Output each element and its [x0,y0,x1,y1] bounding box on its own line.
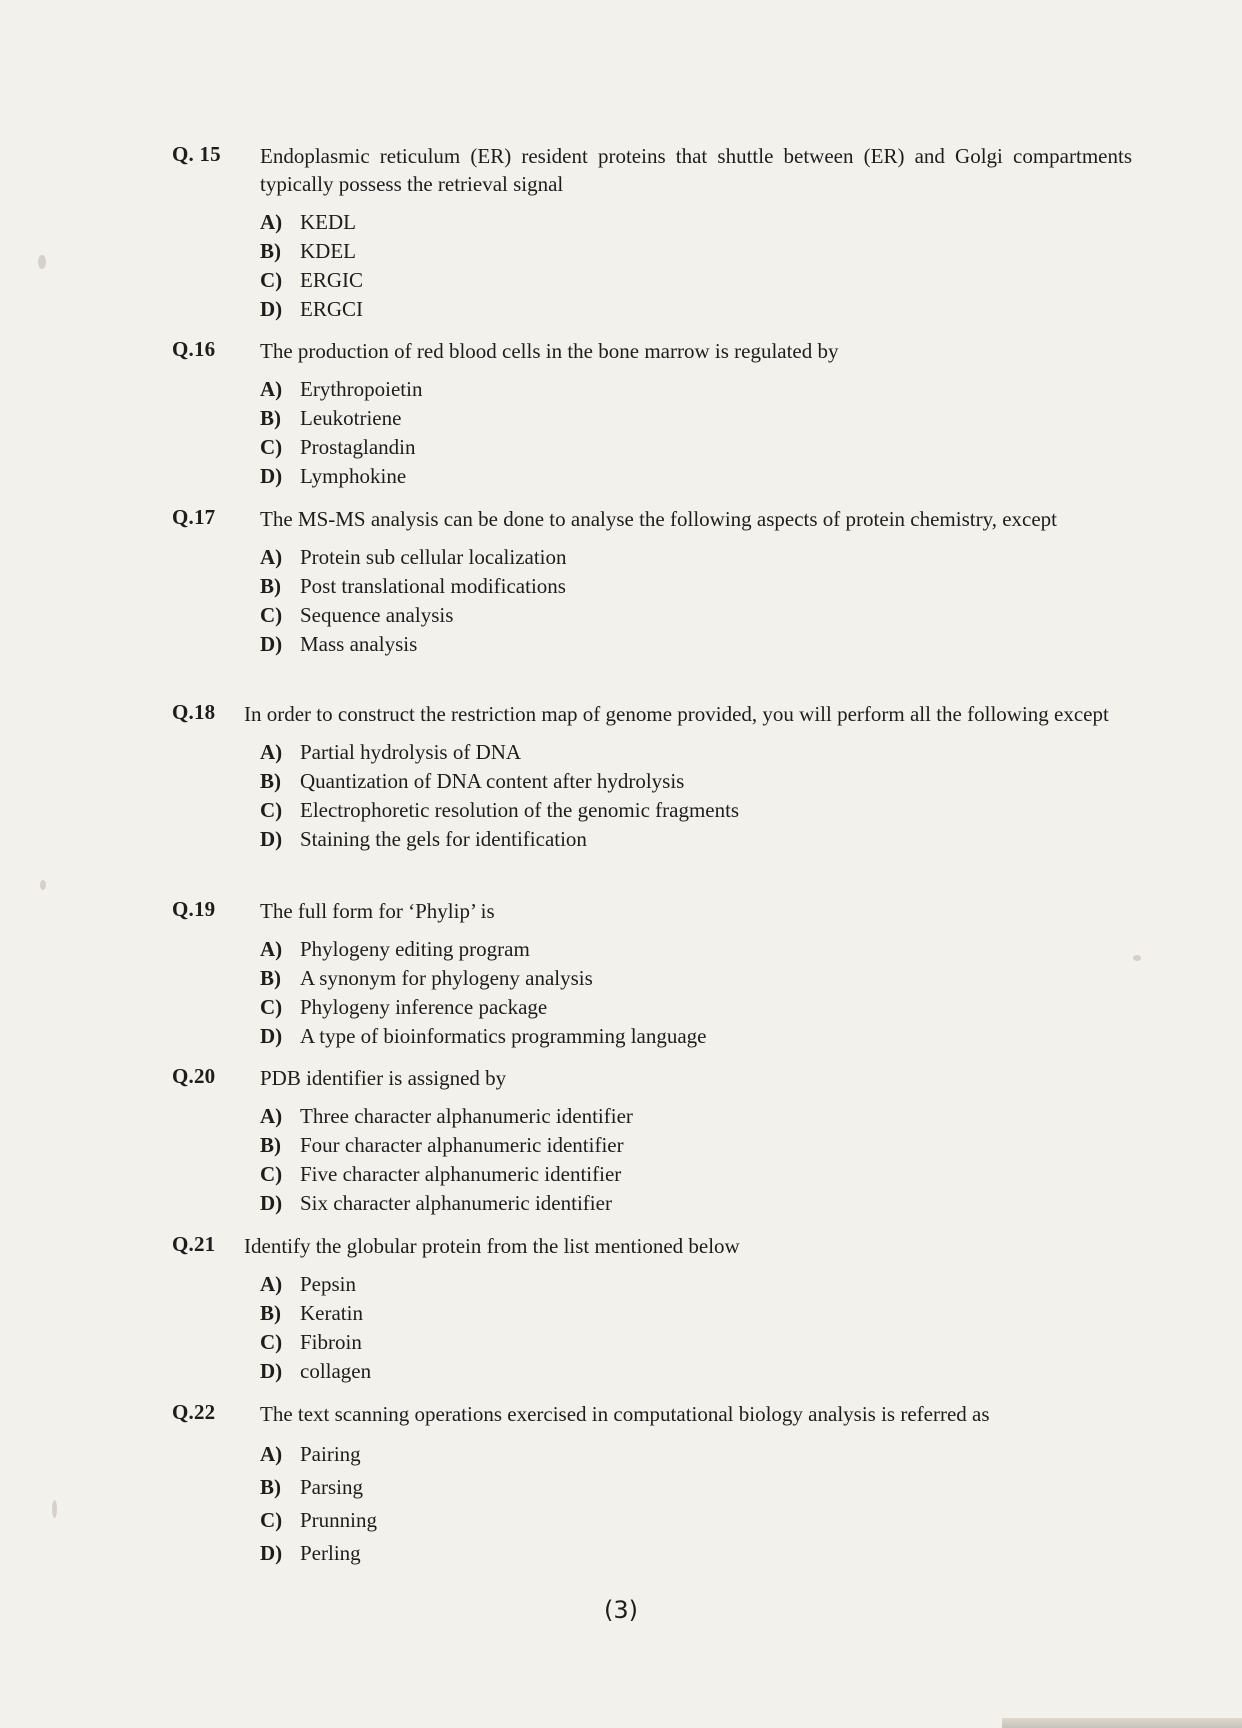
scan-smudge [40,880,46,890]
question-number: Q.19 [172,897,216,921]
option-d: D) Perling [260,1541,361,1565]
option-c: C) Sequence analysis [260,603,454,627]
question-number: Q.18 [172,700,216,724]
option-list [260,1102,1132,1218]
option-d: D) ERGCI [260,297,363,321]
option-b: B) Keratin [260,1301,363,1325]
option-b: B) Quantization of DNA content after hydrolysis [260,769,685,793]
option-d: D) Lymphokine [260,464,407,488]
question-17 [172,505,1132,659]
question-number: Q.16 [172,337,216,361]
option-d: D) collagen [260,1359,372,1383]
option-c: C) Electrophoretic resolution of the genomic fragments [260,798,740,822]
scan-smudge [52,1500,57,1518]
option-a: A) Pepsin [260,1272,357,1296]
question-text: The MS-MS analysis can be done to analyse the following aspects of protein chemistry, except [260,507,1058,531]
question-20 [172,1064,1132,1218]
question-text: The production of red blood cells in the bone marrow is regulated by [260,339,839,363]
option-a: A) Pairing [260,1442,361,1466]
question-number: Q.20 [172,1064,216,1088]
option-b: B) A synonym for phylogeny analysis [260,966,593,990]
option-list [260,1270,1132,1386]
option-b: B) Parsing [260,1475,363,1499]
option-a: A) KEDL [260,210,356,234]
option-a: A) Partial hydrolysis of DNA [260,740,522,764]
option-c: C) Five character alphanumeric identifier [260,1162,622,1186]
option-b: B) Four character alphanumeric identifier [260,1133,624,1157]
option-list [260,375,1132,491]
question-18 [172,700,1132,854]
scan-smudge [1133,955,1141,961]
option-b: B) Post translational modifications [260,574,566,598]
option-a: A) Erythropoietin [260,377,423,401]
question-19 [172,897,1132,1051]
page-number: (3) [604,1596,638,1624]
option-c: C) Phylogeny inference package [260,995,548,1019]
option-c: C) Fibroin [260,1330,362,1354]
option-d: D) Staining the gels for identification [260,827,587,851]
question-text: PDB identifier is assigned by [260,1066,507,1090]
option-a: A) Protein sub cellular localization [260,545,567,569]
question-number: Q.22 [172,1400,216,1424]
option-list [260,543,1132,659]
option-c: C) Prostaglandin [260,435,416,459]
question-22 [172,1400,1132,1570]
question-text: The text scanning operations exercised in computational biology analysis is referred as [260,1402,990,1426]
option-b: B) Leukotriene [260,406,402,430]
question-text: In order to construct the restriction map of genome provided, you will perform all the following except [244,702,1109,726]
option-list [260,935,1132,1051]
question-number: Q.17 [172,505,216,529]
option-list [260,1438,1132,1570]
question-16 [172,337,1132,491]
question-text: Identify the globular protein from the list mentioned below [244,1234,740,1258]
option-d: D) Six character alphanumeric identifier [260,1191,612,1215]
option-list [260,738,1132,854]
question-number: Q. 15 [172,142,221,166]
option-a: A) Phylogeny editing program [260,937,530,961]
option-c: C) Prunning [260,1508,378,1532]
option-c: C) ERGIC [260,268,363,292]
option-d: D) Mass analysis [260,632,418,656]
page-edge-shadow [1002,1718,1242,1728]
question-21 [172,1232,1132,1386]
question-text: Endoplasmic reticulum (ER) resident proteins that shuttle between (ER) and Golgi compartments typically possess the retrieval signal [260,144,1132,196]
option-list [260,208,1132,324]
option-a: A) Three character alphanumeric identifier [260,1104,633,1128]
option-d: D) A type of bioinformatics programming language [260,1024,707,1048]
option-b: B) KDEL [260,239,356,263]
question-number: Q.21 [172,1232,216,1256]
question-15 [172,142,1132,324]
question-text: The full form for ‘Phylip’ is [260,899,495,923]
scan-smudge [38,255,46,269]
